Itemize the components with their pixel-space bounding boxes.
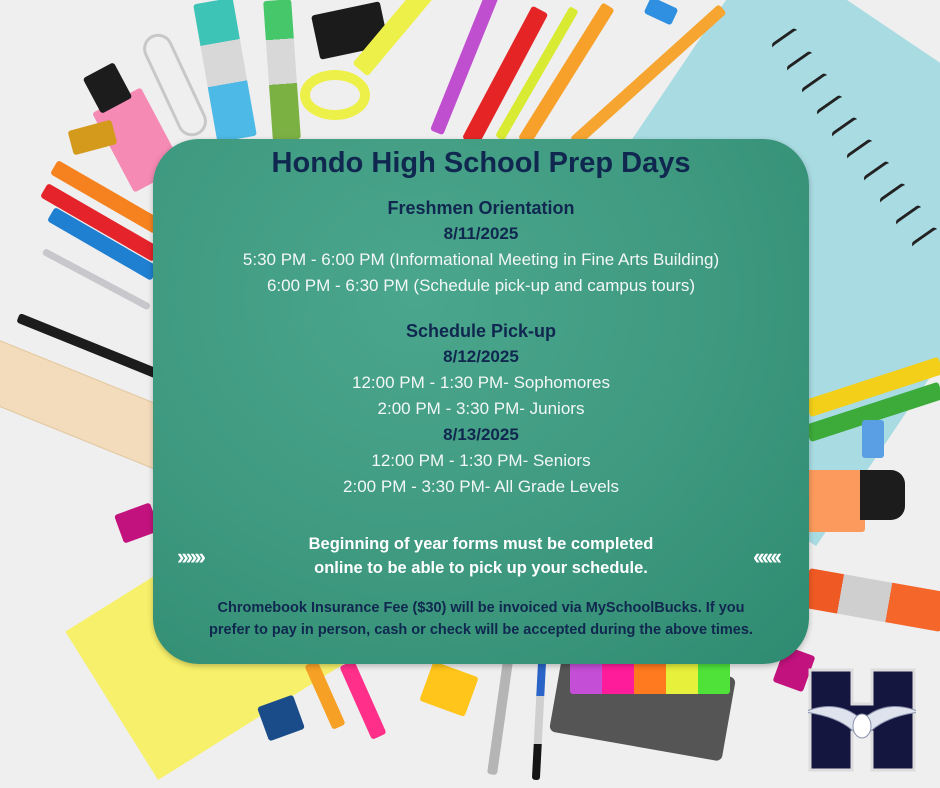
pickup-time-line: 12:00 PM - 1:30 PM- Seniors: [371, 451, 591, 470]
freshmen-date: 8/11/2025: [443, 224, 519, 243]
pickup-time-line: 2:00 PM - 3:30 PM- Juniors: [377, 399, 585, 418]
orange-highlighter-decoration: [805, 470, 865, 532]
gold-binder-clip-decoration: [68, 120, 118, 156]
blue-pushpin-decoration: [644, 0, 679, 25]
chevrons-right-icon: ››››››: [177, 544, 203, 569]
forms-notice-line: Beginning of year forms must be completed: [308, 535, 654, 553]
pickup-date: 8/12/2025: [443, 347, 519, 366]
blue-pushpin-decoration-2: [862, 420, 884, 458]
freshmen-time-line: 6:00 PM - 6:30 PM (Schedule pick-up and campus tours): [266, 276, 696, 295]
pickup-time-line: 2:00 PM - 3:30 PM- All Grade Levels: [343, 477, 619, 496]
eagle-h-logo-icon: [808, 668, 916, 772]
black-paintbrush-decoration: [532, 660, 546, 780]
sticky-flags-colors: [570, 662, 730, 694]
chalkboard-announcement: [153, 139, 809, 664]
orange-highlighter-cap: [860, 470, 905, 520]
freshmen-time-line: 5:30 PM - 6:00 PM (Informational Meeting in Fine Arts Building): [242, 250, 720, 269]
freshmen-orientation-section: [153, 195, 809, 299]
fee-notice-line: prefer to pay in person, cash or check will be accepted during the above times.: [209, 622, 753, 638]
section-heading-schedule-pickup: Schedule Pick-up: [405, 321, 557, 341]
chromebook-fee-notice: [153, 597, 809, 641]
chevrons-left-icon: ‹‹‹‹‹‹: [753, 544, 779, 569]
orange-paintbrush-decoration: [803, 568, 940, 632]
pink-pencil-decoration: [339, 660, 386, 740]
mechanical-pencil-decoration: [487, 660, 513, 775]
yellow-scissors-decoration: [300, 70, 370, 120]
section-heading-freshmen: Freshmen Orientation: [387, 198, 575, 218]
schedule-pickup-section: [153, 318, 809, 500]
fee-notice-line: Chromebook Insurance Fee ($30) will be invoiced via MySchoolBucks. If you: [217, 600, 745, 616]
flyer-title: Hondo High School Prep Days: [271, 147, 691, 179]
green-paintbrush-decoration: [263, 0, 301, 141]
forms-notice: [153, 532, 809, 580]
purple-pen-decoration: [430, 0, 507, 135]
yellow-sharpener-decoration: [419, 661, 478, 717]
forms-notice-line: online to be able to pick up your schedule.: [314, 559, 648, 577]
pickup-date: 8/13/2025: [443, 425, 519, 444]
pickup-time-line: 12:00 PM - 1:30 PM- Sophomores: [352, 373, 610, 392]
